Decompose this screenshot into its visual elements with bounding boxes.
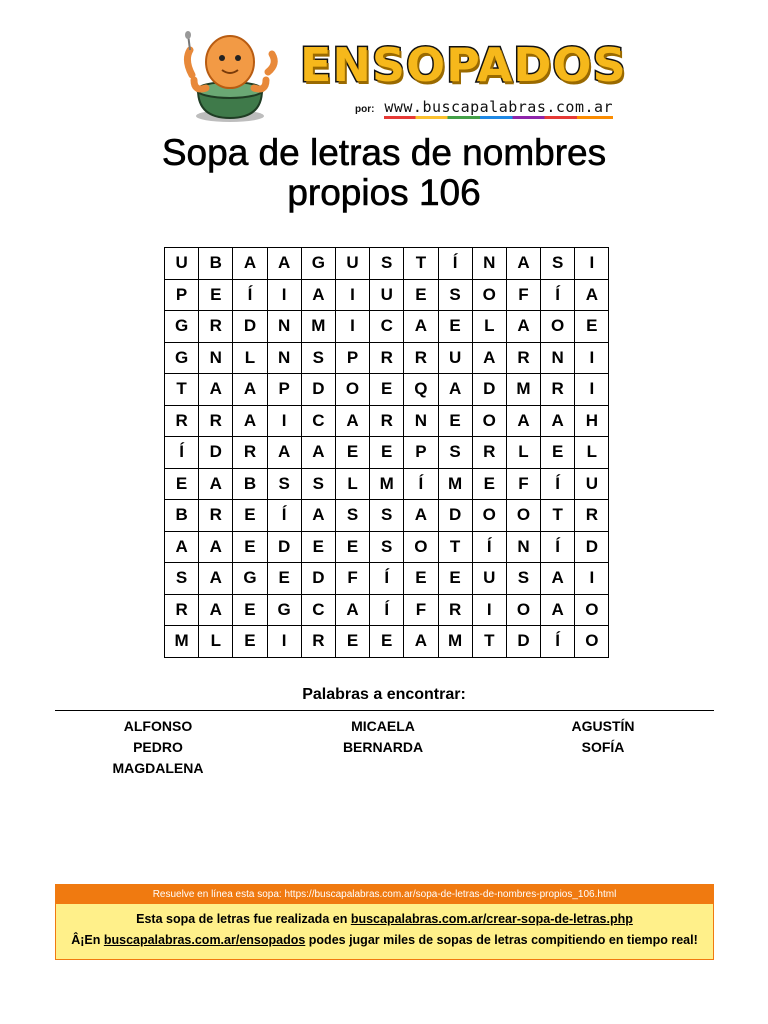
grid-cell[interactable]: A <box>267 437 301 469</box>
site-byline <box>355 98 613 116</box>
grid-cell[interactable]: Í <box>541 468 575 500</box>
grid-cell[interactable]: S <box>370 248 404 280</box>
byline-por: por: <box>355 104 375 115</box>
create-puzzle-link[interactable]: buscapalabras.com.ar/crear-sopa-de-letras.php <box>350 912 633 926</box>
word-item: MAGDALENA <box>112 760 204 776</box>
grid-cell[interactable]: T <box>472 626 506 658</box>
site-url: www.buscapalabras.com.ar <box>384 98 614 116</box>
grid-cell[interactable]: I <box>575 342 609 374</box>
grid-cell[interactable]: A <box>301 437 335 469</box>
word-column-3 <box>503 716 703 758</box>
grid-cell[interactable]: Í <box>370 563 404 595</box>
grid-cell[interactable]: U <box>335 248 369 280</box>
grid-cell[interactable]: P <box>165 279 199 311</box>
grid-cell[interactable]: A <box>541 405 575 437</box>
grid-cell[interactable]: N <box>472 248 506 280</box>
grid-cell[interactable]: E <box>404 563 438 595</box>
grid-cell[interactable]: A <box>438 374 472 406</box>
grid-cell[interactable]: A <box>233 405 267 437</box>
grid-row <box>165 437 609 469</box>
grid-cell[interactable]: R <box>301 626 335 658</box>
octopus-mascot-icon <box>180 30 280 125</box>
grid-cell[interactable]: E <box>438 311 472 343</box>
play-online-line <box>56 930 713 951</box>
word-item: BERNARDA <box>342 739 424 755</box>
grid-cell[interactable]: Í <box>267 500 301 532</box>
grid-row <box>165 500 609 532</box>
grid-cell[interactable]: S <box>267 468 301 500</box>
grid-cell[interactable]: A <box>301 279 335 311</box>
grid-cell[interactable]: G <box>165 311 199 343</box>
word-column-1 <box>58 716 258 779</box>
grid-cell[interactable]: M <box>301 311 335 343</box>
grid-cell[interactable]: I <box>267 626 301 658</box>
grid-cell[interactable]: I <box>575 563 609 595</box>
word-item: ALFONSO <box>123 718 193 734</box>
grid-cell[interactable]: S <box>438 437 472 469</box>
grid-cell[interactable]: A <box>199 594 233 626</box>
play-prefix: Â¡En <box>71 933 104 947</box>
grid-cell[interactable]: U <box>438 342 472 374</box>
grid-cell[interactable]: O <box>472 405 506 437</box>
grid-cell[interactable]: N <box>267 342 301 374</box>
word-search-grid <box>164 247 609 658</box>
grid-cell[interactable]: S <box>438 279 472 311</box>
grid-row <box>165 248 609 280</box>
grid-cell[interactable]: U <box>575 468 609 500</box>
grid-cell[interactable]: A <box>301 500 335 532</box>
grid-cell[interactable]: E <box>233 594 267 626</box>
title-line-1: Sopa de letras de nombres <box>161 132 607 173</box>
grid-cell[interactable]: E <box>541 437 575 469</box>
online-link[interactable]: Resuelve en línea esta sopa: https://buscapalabras.com.ar/sopa-de-letras-de-nombres-propios_106.html <box>56 885 713 904</box>
grid-row <box>165 311 609 343</box>
grid-cell[interactable]: I <box>335 311 369 343</box>
grid-cell[interactable]: S <box>335 500 369 532</box>
grid-cell[interactable]: A <box>267 248 301 280</box>
grid-cell[interactable]: E <box>267 563 301 595</box>
grid-cell[interactable]: N <box>404 405 438 437</box>
grid-cell[interactable]: Í <box>165 437 199 469</box>
grid-cell[interactable]: F <box>506 279 540 311</box>
grid-cell[interactable]: U <box>370 279 404 311</box>
grid-cell[interactable]: Í <box>438 248 472 280</box>
grid-cell[interactable]: T <box>541 500 575 532</box>
grid-cell[interactable]: N <box>541 342 575 374</box>
grid-cell[interactable]: Í <box>541 626 575 658</box>
grid-row <box>165 594 609 626</box>
grid-cell[interactable]: A <box>506 405 540 437</box>
grid-cell[interactable]: M <box>438 626 472 658</box>
grid-cell[interactable]: S <box>370 531 404 563</box>
grid-cell[interactable]: P <box>335 342 369 374</box>
grid-cell[interactable]: D <box>506 626 540 658</box>
grid-cell[interactable]: D <box>575 531 609 563</box>
grid-cell[interactable]: R <box>575 500 609 532</box>
grid-cell[interactable]: E <box>370 437 404 469</box>
grid-cell[interactable]: L <box>506 437 540 469</box>
grid-cell[interactable]: R <box>370 342 404 374</box>
word-item: SOFÍA <box>581 739 625 755</box>
grid-cell[interactable]: O <box>335 374 369 406</box>
grid-cell[interactable]: B <box>165 500 199 532</box>
grid-row <box>165 468 609 500</box>
grid-cell[interactable]: E <box>335 437 369 469</box>
grid-cell[interactable]: E <box>370 374 404 406</box>
grid-cell[interactable]: B <box>233 468 267 500</box>
grid-cell[interactable]: L <box>335 468 369 500</box>
grid-cell[interactable]: A <box>233 248 267 280</box>
grid-cell[interactable]: Í <box>370 594 404 626</box>
grid-cell[interactable]: A <box>506 311 540 343</box>
grid-cell[interactable]: I <box>267 279 301 311</box>
grid-cell[interactable]: R <box>404 342 438 374</box>
header <box>180 30 627 125</box>
grid-cell[interactable]: O <box>575 594 609 626</box>
grid-row <box>165 279 609 311</box>
made-with-line <box>56 909 713 930</box>
grid-cell[interactable]: E <box>404 279 438 311</box>
grid-cell[interactable]: D <box>233 311 267 343</box>
ensopados-logo: ENSOPADOS <box>300 38 627 92</box>
grid-cell[interactable]: E <box>472 468 506 500</box>
grid-cell[interactable]: C <box>370 311 404 343</box>
grid-cell[interactable]: N <box>199 342 233 374</box>
grid-cell[interactable]: S <box>165 563 199 595</box>
grid-cell[interactable]: T <box>404 248 438 280</box>
grid-cell[interactable]: O <box>404 531 438 563</box>
grid-cell[interactable]: B <box>199 248 233 280</box>
grid-cell[interactable]: A <box>335 594 369 626</box>
grid-cell[interactable]: L <box>575 437 609 469</box>
grid-row <box>165 374 609 406</box>
grid-cell[interactable]: G <box>165 342 199 374</box>
grid-row <box>165 531 609 563</box>
grid-cell[interactable]: A <box>472 342 506 374</box>
grid-cell[interactable]: M <box>506 374 540 406</box>
grid-cell[interactable]: P <box>267 374 301 406</box>
grid-cell[interactable]: O <box>472 279 506 311</box>
grid-cell[interactable]: S <box>301 468 335 500</box>
grid-cell[interactable]: L <box>199 626 233 658</box>
grid-cell[interactable]: R <box>506 342 540 374</box>
footer-box <box>55 884 714 960</box>
grid-cell[interactable]: A <box>404 626 438 658</box>
grid-cell[interactable]: R <box>199 405 233 437</box>
grid-cell[interactable]: E <box>370 626 404 658</box>
grid-cell[interactable]: N <box>267 311 301 343</box>
grid-cell[interactable]: A <box>575 279 609 311</box>
grid-cell[interactable]: Í <box>472 531 506 563</box>
grid-cell[interactable]: R <box>541 374 575 406</box>
grid-cell[interactable]: R <box>165 405 199 437</box>
grid-cell[interactable]: Q <box>404 374 438 406</box>
grid-cell[interactable]: Í <box>233 279 267 311</box>
grid-cell[interactable]: H <box>575 405 609 437</box>
word-item: AGUSTÍN <box>571 718 635 734</box>
grid-cell[interactable]: A <box>404 311 438 343</box>
grid-cell[interactable]: O <box>472 500 506 532</box>
word-item: MICAELA <box>351 718 415 734</box>
grid-cell[interactable]: L <box>472 311 506 343</box>
grid-cell[interactable]: M <box>165 626 199 658</box>
grid-cell[interactable]: O <box>541 311 575 343</box>
grid-cell[interactable]: S <box>506 563 540 595</box>
grid-row <box>165 405 609 437</box>
grid-cell[interactable]: R <box>165 594 199 626</box>
grid-cell[interactable]: E <box>165 468 199 500</box>
grid-cell[interactable]: F <box>335 563 369 595</box>
grid-cell[interactable]: E <box>233 500 267 532</box>
grid-cell[interactable]: R <box>233 437 267 469</box>
grid-cell[interactable]: T <box>438 531 472 563</box>
page-title <box>0 133 768 213</box>
grid-cell[interactable]: A <box>541 594 575 626</box>
grid-cell[interactable]: E <box>575 311 609 343</box>
grid-cell[interactable]: I <box>335 279 369 311</box>
grid-cell[interactable]: C <box>301 405 335 437</box>
grid-cell[interactable]: A <box>335 405 369 437</box>
grid-cell[interactable]: O <box>506 594 540 626</box>
grid-cell[interactable]: E <box>199 279 233 311</box>
grid-cell[interactable]: U <box>472 563 506 595</box>
grid-cell[interactable]: F <box>404 594 438 626</box>
divider <box>55 710 714 711</box>
grid-cell[interactable]: A <box>233 374 267 406</box>
grid-cell[interactable]: A <box>199 374 233 406</box>
grid-cell[interactable]: U <box>165 248 199 280</box>
grid-cell[interactable]: D <box>301 374 335 406</box>
grid-cell[interactable]: R <box>199 500 233 532</box>
grid-cell[interactable]: A <box>199 563 233 595</box>
word-item: PEDRO <box>133 739 183 755</box>
grid-cell[interactable]: D <box>438 500 472 532</box>
grid-cell[interactable]: G <box>233 563 267 595</box>
grid-cell[interactable]: S <box>541 248 575 280</box>
grid-cell[interactable]: L <box>233 342 267 374</box>
grid-cell[interactable]: A <box>199 531 233 563</box>
grid-cell[interactable]: E <box>335 626 369 658</box>
grid-cell[interactable]: Í <box>541 531 575 563</box>
grid-row <box>165 563 609 595</box>
grid-cell[interactable]: E <box>233 531 267 563</box>
grid-cell[interactable]: A <box>506 248 540 280</box>
made-with-prefix: Esta sopa de letras fue realizada en <box>136 912 351 926</box>
grid-cell[interactable]: E <box>438 405 472 437</box>
grid-cell[interactable]: M <box>370 468 404 500</box>
grid-cell[interactable]: S <box>370 500 404 532</box>
grid-cell[interactable]: E <box>301 531 335 563</box>
grid-cell[interactable]: O <box>506 500 540 532</box>
grid-cell[interactable]: A <box>165 531 199 563</box>
grid-cell[interactable]: D <box>472 374 506 406</box>
grid-cell[interactable]: G <box>267 594 301 626</box>
grid-cell[interactable]: D <box>301 563 335 595</box>
grid-cell[interactable]: N <box>506 531 540 563</box>
grid-cell[interactable]: O <box>575 626 609 658</box>
grid-cell[interactable]: E <box>438 563 472 595</box>
grid-cell[interactable]: A <box>541 563 575 595</box>
grid-cell[interactable]: M <box>438 468 472 500</box>
grid-cell[interactable]: A <box>199 468 233 500</box>
grid-cell[interactable]: D <box>199 437 233 469</box>
play-suffix: podes jugar miles de sopas de letras compitiendo en tiempo real! <box>305 933 698 947</box>
title-line-2: propios 106 <box>287 172 481 213</box>
grid-cell[interactable]: I <box>472 594 506 626</box>
grid-cell[interactable]: P <box>404 437 438 469</box>
grid-cell[interactable]: I <box>267 405 301 437</box>
words-to-find-label: Palabras a encontrar: <box>302 686 466 703</box>
grid-row <box>165 342 609 374</box>
grid-cell[interactable]: I <box>575 248 609 280</box>
grid-cell[interactable]: R <box>199 311 233 343</box>
grid-cell[interactable]: Í <box>404 468 438 500</box>
grid-cell[interactable]: E <box>335 531 369 563</box>
grid-cell[interactable]: C <box>301 594 335 626</box>
grid-cell[interactable]: F <box>506 468 540 500</box>
grid-cell[interactable]: R <box>472 437 506 469</box>
grid-cell[interactable]: R <box>370 405 404 437</box>
ensopados-link[interactable]: buscapalabras.com.ar/ensopados <box>103 933 306 947</box>
grid-cell[interactable]: R <box>438 594 472 626</box>
grid-cell[interactable]: I <box>575 374 609 406</box>
word-column-2 <box>283 716 483 758</box>
grid-cell[interactable]: A <box>404 500 438 532</box>
grid-cell[interactable]: S <box>301 342 335 374</box>
grid-cell[interactable]: D <box>267 531 301 563</box>
grid-cell[interactable]: Í <box>541 279 575 311</box>
grid-cell[interactable]: G <box>301 248 335 280</box>
grid-cell[interactable]: T <box>165 374 199 406</box>
grid-cell[interactable]: E <box>233 626 267 658</box>
grid-row <box>165 626 609 658</box>
